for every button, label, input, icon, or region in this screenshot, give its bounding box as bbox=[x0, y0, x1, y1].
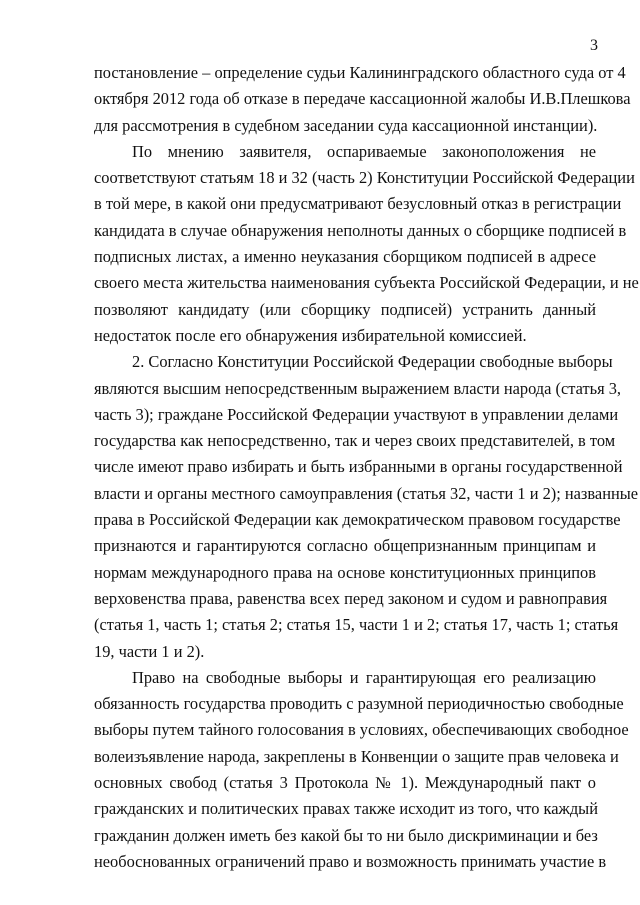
text-line: нормам международного права на основе конституционных принципов bbox=[94, 562, 596, 582]
text-line: По мнению заявителя, оспариваемые законоположения не bbox=[132, 141, 596, 161]
text-line: кандидата в случае обнаружения неполноты данных о сборщике подписей в bbox=[94, 220, 627, 240]
paragraph bbox=[94, 349, 639, 665]
text-line: Право на свободные выборы и гарантирующая его реализацию bbox=[132, 667, 596, 687]
text-line: октября 2012 года об отказе в передаче кассационной жалобы И.В.Плешкова bbox=[94, 89, 631, 109]
paragraph bbox=[94, 665, 629, 875]
text-line: недостаток после его обнаружения избирательной комиссией. bbox=[94, 325, 527, 345]
text-line: в той мере, в какой они предусматривают безусловный отказ в регистрации bbox=[94, 194, 622, 214]
text-line: (статья 1, часть 1; статья 2; статья 15, части 1 и 2; статья 17, часть 1; статья bbox=[94, 615, 619, 635]
text-line: постановление – определение судьи Калининградского областного суда от 4 bbox=[94, 63, 626, 82]
text-line: волеизъявление народа, закреплены в Конвенции о защите прав человека и bbox=[94, 746, 619, 766]
text-line: государства как непосредственно, так и через своих представителей, в том bbox=[94, 431, 616, 451]
text-line: соответствуют статьям 18 и 32 (часть 2) Конституции Российской Федерации bbox=[94, 168, 635, 188]
text-line: гражданин должен иметь без какой бы то ни было дискриминации и без bbox=[94, 825, 598, 845]
page-number: 3 bbox=[590, 37, 598, 54]
text-line: права в Российской Федерации как демократическом правовом государстве bbox=[94, 510, 621, 530]
text-line: гражданских и политических правах также исходит из того, что каждый bbox=[94, 799, 598, 819]
paragraph bbox=[94, 60, 631, 139]
text-line: позволяют кандидату (или сборщику подписей) устранить данный bbox=[94, 299, 596, 319]
text-line: 2. Согласно Конституции Российской Федерации свободные выборы bbox=[132, 352, 613, 372]
text-line: власти и органы местного самоуправления (статья 32, части 1 и 2); названные bbox=[94, 483, 639, 503]
text-line: необоснованных ограничений право и возможность принимать участие в bbox=[94, 851, 607, 871]
text-line: своего места жительства наименования субъекта Российской Федерации, и не bbox=[94, 273, 639, 293]
text-line: для рассмотрения в судебном заседании суда кассационной инстанции). bbox=[94, 115, 598, 135]
text-line: часть 3); граждане Российской Федерации участвуют в управлении делами bbox=[94, 404, 619, 424]
text-line: выборы путем тайного голосования в условиях, обеспечивающих свободное bbox=[94, 720, 629, 740]
document-body bbox=[94, 60, 639, 875]
text-line: подписных листах, а именно неуказания сборщиком подписей в адресе bbox=[94, 247, 596, 267]
text-line: обязанность государства проводить с разумной периодичностью свободные bbox=[94, 694, 624, 714]
text-line: верховенства права, равенства всех перед законом и судом и равноправия bbox=[94, 588, 608, 608]
text-line: числе имеют право избирать и быть избранными в органы государственной bbox=[94, 457, 623, 477]
text-line: основных свобод (статья 3 Протокола № 1). Международный пакт о bbox=[94, 773, 596, 793]
text-line: 19, части 1 и 2). bbox=[94, 641, 205, 661]
text-line: признаются и гарантируются согласно общепризнанным принципам и bbox=[94, 536, 596, 556]
text-line: являются высшим непосредственным выражением власти народа (статья 3, bbox=[94, 378, 622, 398]
paragraph bbox=[94, 139, 639, 349]
